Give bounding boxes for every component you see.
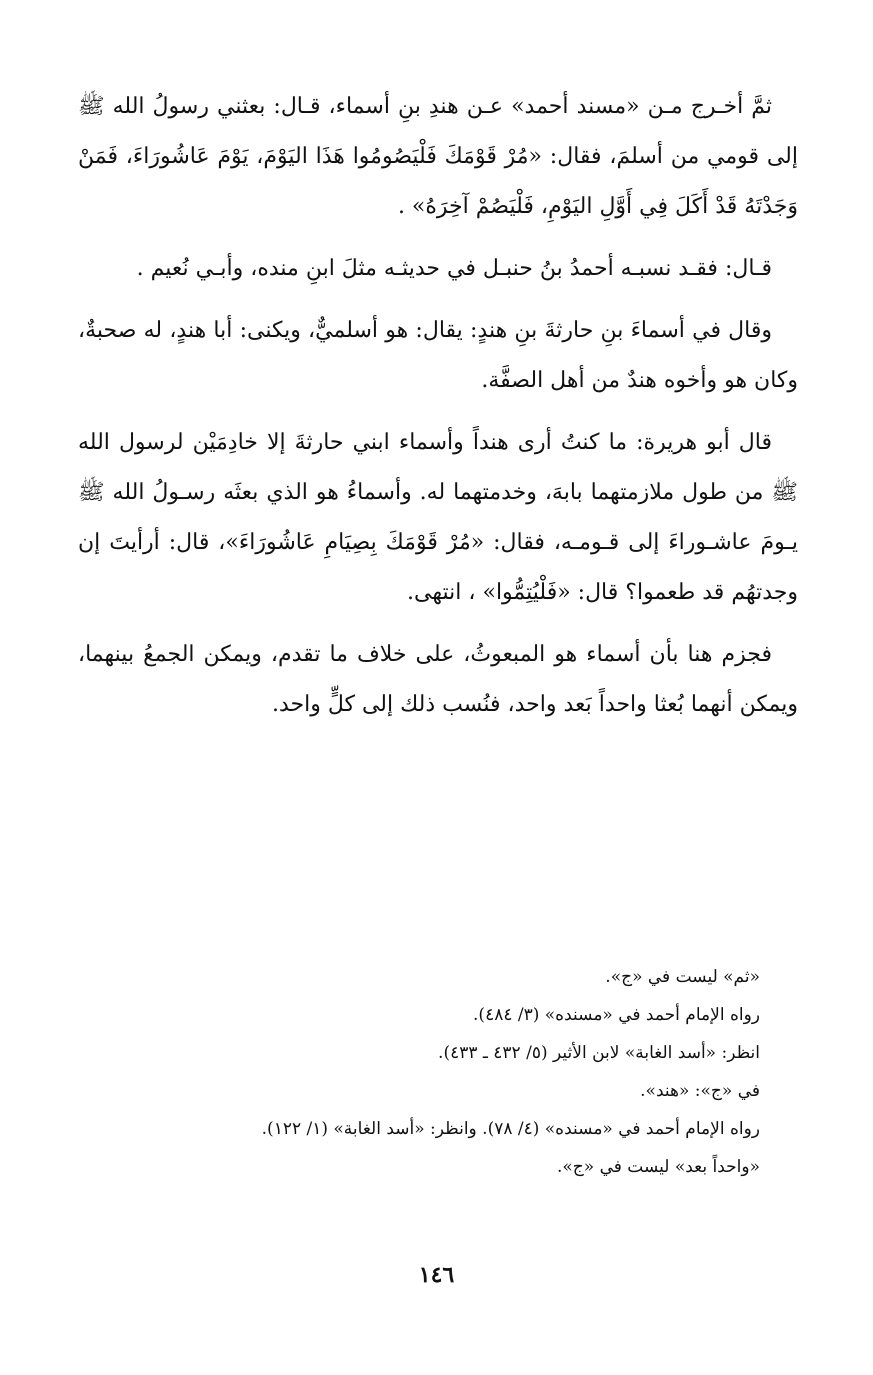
footnotes xyxy=(110,958,760,1186)
footnote-4: في «ج»: «هند». xyxy=(640,1081,760,1101)
main-text xyxy=(78,82,798,742)
paragraph-4: قال أبو هريرة: ما كنتُ أرى هنداً وأسماء ابني حارثةَ إلا خادِمَيْن لرسول الله ﷺ من طول ملازمتهما بابهَ، وخدمتهما له. وأسماءُ هو الذي بعثَه رسـولُ الله ﷺ يـومَ عاشـوراءَ إلى قـومـه، فقال: «مُرْ قَوْمَكَ بِصِيَامِ عَاشُورَاءَ»، قال: أرأيتَ إن وجدتهُم قد طعموا؟ قال: «فَلْيُتِمُّوا» ، انتهى. xyxy=(78,430,798,605)
footnote-2: رواه الإمام أحمد في «مسنده» (٣/ ٤٨٤). xyxy=(473,1005,760,1025)
paragraph-2: قـال: فقـد نسبـه أحمدُ بنُ حنبـل في حديثـه مثلَ ابنِ منده، وأبـي نُعيم . xyxy=(136,256,772,281)
footnote-3: انظر: «أسد الغابة» لابن الأثير (٥/ ٤٣٢ ـ ٤٣٣). xyxy=(438,1043,760,1063)
paragraph-3: وقال في أسماءَ بنِ حارثةَ بنِ هندٍ: يقال: هو أسلميٌّ، ويكنى: أبا هندٍ، له صحبةٌ، وكان هو وأخوه هندٌ من أهل الصفَّة. xyxy=(78,318,798,393)
page-number: ١٤٦ xyxy=(418,1262,455,1288)
footnote-5: رواه الإمام أحمد في «مسنده» (٤/ ٧٨). وانظر: «أسد الغابة» (١/ ١٢٢). xyxy=(261,1119,760,1139)
paragraph-5: فجزم هنا بأن أسماء هو المبعوثُ، على خلاف ما تقدم، ويمكن الجمعُ بينهما، ويمكن أنهما بُعثا واحداً بَعد واحد، فنُسب ذلك إلى كلٍّ واحد. xyxy=(78,642,798,717)
footnote-1: «ثم» ليست في «ج». xyxy=(605,967,760,987)
paragraph-1: ثمَّ أخـرج مـن «مسند أحمد» عـن هندِ بنِ أسماء، قـال: بعثني رسولُ الله ﷺ إلى قومي من أسلمَ، فقال: «مُرْ قَوْمَكَ فَلْيَصُومُوا هَذَا اليَوْمَ، يَوْمَ عَاشُورَاءَ، فَمَنْ وَجَدْتَهُ قَدْ أَكَلَ فِي أَوَّلِ اليَوْمِ، فَلْيَصُمْ آخِرَهُ» . xyxy=(78,94,798,219)
footnote-6: «واحداً بعد» ليست في «ج». xyxy=(556,1157,760,1177)
